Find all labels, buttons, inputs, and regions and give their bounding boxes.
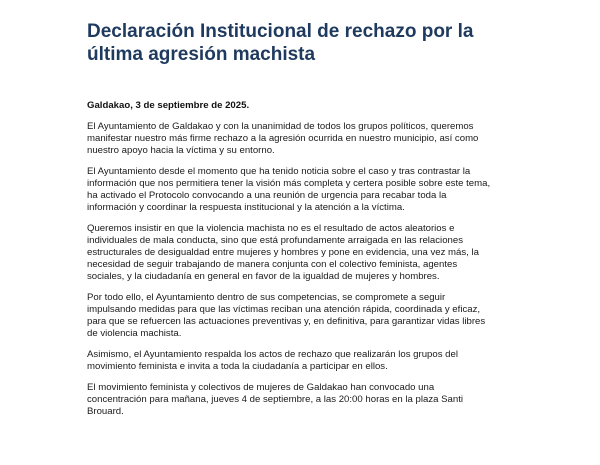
paragraph-line: movimiento feminista e invita a toda la ciudadanía a participar en ellos. (87, 361, 388, 372)
paragraph-line: Queremos insistir en que la violencia machista no es el resultado de actos aleatorios e (87, 223, 455, 234)
paragraph-line: sociales, y la ciudadanía en general en favor de la igualdad de mujeres y hombres. (87, 271, 440, 282)
title-line-1: Declaración Institucional de rechazo por la (87, 21, 474, 42)
paragraph-5 (87, 349, 517, 373)
title-line-2: última agresión machista (87, 44, 316, 65)
paragraph-line: individuales de mala conducta, sino que está profundamente arraigada en las relaciones (87, 235, 463, 246)
paragraph-6 (87, 382, 517, 418)
document-page (87, 20, 517, 418)
paragraph-line: nuestro apoyo hacia la víctima y su entorno. (87, 145, 275, 156)
paragraph-line: manifestar nuestro más firme rechazo a la agresión ocurrida en nuestro municipio, así como (87, 133, 479, 144)
paragraph-3 (87, 223, 517, 283)
paragraph-4 (87, 292, 517, 340)
paragraph-line: Brouard. (87, 406, 124, 417)
document-title (87, 20, 517, 66)
paragraph-line: información y coordinar la respuesta institucional y la atención a la víctima. (87, 202, 405, 213)
paragraph-line: El Ayuntamiento de Galdakao y con la unanimidad de todos los grupos políticos, queremos (87, 121, 474, 132)
paragraph-line: necesidad de seguir trabajando de manera conjunta con el colectivo feminista, agentes (87, 259, 458, 270)
paragraph-line: ha activado el Protocolo convocando a una reunión de urgencia para recabar toda la (87, 190, 447, 201)
paragraph-1 (87, 121, 517, 157)
paragraph-line: Por todo ello, el Ayuntamiento dentro de sus competencias, se compromete a seguir (87, 292, 446, 303)
paragraph-line: El Ayuntamiento desde el momento que ha tenido noticia sobre el caso y tras contrastar la (87, 166, 471, 177)
paragraph-line: información que nos permitiera tener la visión más completa y certera posible sobre este tema, (87, 178, 491, 189)
paragraph-line: Asimismo, el Ayuntamiento respalda los actos de rechazo que realizarán los grupos del (87, 349, 458, 360)
paragraph-line: impulsando medidas para que las víctimas reciban una atención rápida, coordinada y eficaz, (87, 304, 481, 315)
paragraph-line: estructurales de desigualdad entre mujeres y hombres y pone en evidencia, una vez más, la (87, 247, 479, 258)
paragraph-line: de violencia machista. (87, 328, 182, 339)
paragraph-line: para que se refuercen las actuaciones preventivas y, en definitiva, para garantizar vidas libres (87, 316, 486, 327)
dateline: Galdakao, 3 de septiembre de 2025. (87, 100, 250, 111)
paragraph-2 (87, 166, 517, 214)
paragraph-line: concentración para mañana, jueves 4 de septiembre, a las 20:00 horas en la plaza Santi (87, 394, 463, 405)
paragraph-line: El movimiento feminista y colectivos de mujeres de Galdakao han convocado una (87, 382, 435, 393)
